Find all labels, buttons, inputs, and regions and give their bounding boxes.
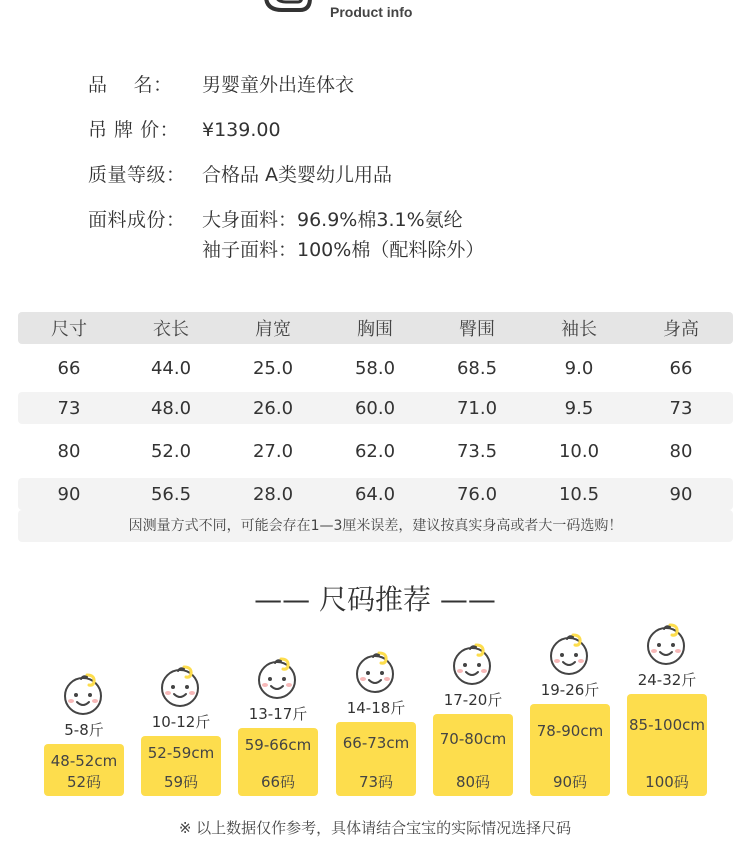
- table-cell: 10.0: [558, 440, 600, 462]
- table-cell: 80: [57, 440, 81, 462]
- baby-face-icon: [255, 655, 301, 701]
- card-code: 80码: [455, 773, 491, 791]
- table-row: [18, 352, 733, 384]
- footer-note: ※ 以上数据仅作参考，具体请结合宝宝的实际情况选择尺码: [178, 819, 572, 837]
- card-length: 52-59cm: [147, 744, 215, 762]
- table-cell: 58.0: [354, 357, 396, 379]
- card-code: 90码: [552, 773, 588, 791]
- table-cell: 66: [57, 357, 81, 379]
- table-cell: 68.5: [456, 357, 498, 379]
- size-card: [44, 671, 124, 796]
- table-header-cell: 身高: [663, 319, 699, 340]
- size-card: [433, 641, 513, 796]
- header-title: Product info: [330, 4, 413, 20]
- info-row-name: [88, 70, 688, 100]
- table-cell: 9.5: [564, 397, 594, 419]
- table-cell: 80: [669, 440, 693, 462]
- table-cell: 62.0: [354, 440, 396, 462]
- card-box: [433, 714, 513, 796]
- table-cell: 71.0: [456, 397, 498, 419]
- card-length: 78-90cm: [536, 722, 604, 740]
- card-code: 66码: [260, 773, 296, 791]
- card-code: 59码: [163, 773, 199, 791]
- table-cell: 90: [669, 483, 693, 505]
- table-cell: 73.5: [456, 440, 498, 462]
- info-label: 质量等级：: [88, 164, 186, 186]
- info-row-price: [88, 115, 688, 145]
- table-cell: 28.0: [252, 483, 294, 505]
- card-box: [141, 736, 221, 796]
- card-box: [336, 722, 416, 796]
- card-weight: 17-20斤: [443, 691, 503, 709]
- table-cell: 26.0: [252, 397, 294, 419]
- card-weight: 24-32斤: [637, 671, 697, 689]
- info-value: 大身面料：96.9%棉3.1%氨纶: [202, 209, 463, 231]
- table-cell: 73: [669, 397, 693, 419]
- card-weight: 5-8斤: [64, 721, 104, 739]
- table-header-cell: 胸围: [357, 319, 393, 340]
- info-values: [202, 115, 688, 145]
- info-label: 面料成份：: [88, 209, 186, 231]
- size-table: [18, 312, 733, 542]
- table-header-cell: 衣长: [153, 319, 189, 340]
- table-cell: 25.0: [252, 357, 294, 379]
- table-cell: 9.0: [564, 357, 594, 379]
- info-row-grade: [88, 160, 688, 190]
- table-cell: 73: [57, 397, 81, 419]
- size-card: [238, 655, 318, 796]
- table-cell: 27.0: [252, 440, 294, 462]
- card-weight: 19-26斤: [540, 681, 600, 699]
- table-header-cell: 臀围: [459, 319, 495, 340]
- card-box: [530, 704, 610, 796]
- size-card: [336, 649, 416, 796]
- table-cell: 76.0: [456, 483, 498, 505]
- baby-face-icon: [547, 631, 593, 677]
- table-cell: 66: [669, 357, 693, 379]
- card-length: 85-100cm: [629, 716, 705, 734]
- baby-face-icon: [353, 649, 399, 695]
- logo-icon: [262, 0, 314, 14]
- info-value: 男婴童外出连体衣: [202, 74, 355, 96]
- table-row: [18, 478, 733, 510]
- table-cell: 56.5: [150, 483, 192, 505]
- card-weight: 13-17斤: [248, 705, 308, 723]
- card-box: [44, 744, 124, 796]
- table-row: [18, 435, 733, 467]
- recommend-cards: [0, 615, 750, 800]
- info-value: ¥139.00: [202, 119, 281, 141]
- table-cell: 48.0: [150, 397, 192, 419]
- info-value: 合格品 A类婴幼儿用品: [202, 164, 393, 186]
- table-cell: 90: [57, 483, 81, 505]
- card-length: 59-66cm: [244, 736, 312, 754]
- baby-face-icon: [61, 671, 107, 717]
- card-weight: 14-18斤: [346, 699, 406, 717]
- baby-face-icon: [450, 641, 496, 687]
- info-values: [202, 70, 688, 100]
- card-length: 48-52cm: [50, 752, 118, 770]
- size-card: [530, 631, 610, 796]
- card-length: 70-80cm: [439, 730, 507, 748]
- card-length: 66-73cm: [342, 734, 410, 752]
- table-cell: 60.0: [354, 397, 396, 419]
- table-cell: 44.0: [150, 357, 192, 379]
- card-box: [627, 694, 707, 796]
- table-header-cell: 袖长: [561, 319, 597, 340]
- baby-face-icon: [158, 663, 204, 709]
- info-label: 品 名：: [88, 74, 173, 96]
- info-values: [202, 205, 688, 265]
- info-values: [202, 160, 688, 190]
- card-box: [238, 728, 318, 796]
- table-header-row: [18, 312, 733, 344]
- card-code: 52码: [66, 773, 102, 791]
- card-code: 73码: [358, 773, 394, 791]
- table-header-cell: 肩宽: [255, 319, 291, 340]
- table-note: 因测量方式不同，可能会存在1—3厘米误差，建议按真实身高或者大一码选购！: [18, 510, 733, 542]
- table-cell: 64.0: [354, 483, 396, 505]
- product-info: [88, 70, 688, 280]
- table-cell: 52.0: [150, 440, 192, 462]
- info-label: 吊 牌 价：: [88, 119, 180, 141]
- table-header-cell: 尺寸: [51, 319, 87, 340]
- size-card: [627, 621, 707, 796]
- recommend-title: —— 尺码推荐 ——: [254, 583, 496, 616]
- table-cell: 10.5: [558, 483, 600, 505]
- card-weight: 10-12斤: [151, 713, 211, 731]
- header: [0, 0, 750, 30]
- info-row-fabric: [88, 205, 688, 265]
- size-card: [141, 663, 221, 796]
- card-code: 100码: [645, 773, 689, 791]
- baby-face-icon: [644, 621, 690, 667]
- info-value: 袖子面料：100%棉（配料除外）: [202, 239, 485, 261]
- table-row: [18, 392, 733, 424]
